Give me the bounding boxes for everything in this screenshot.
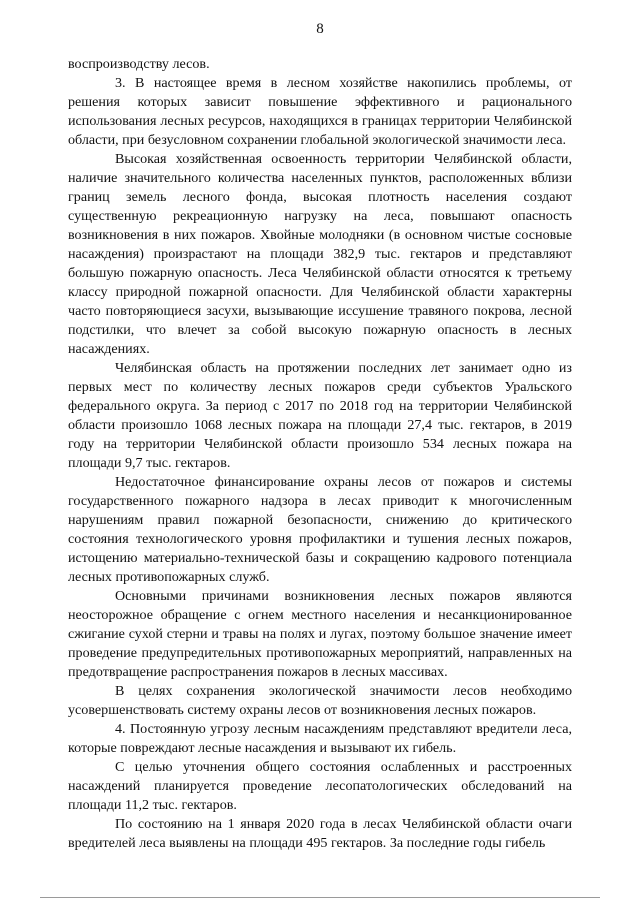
paragraph-fire-causes: Основными причинами возникновения лесных пожаров являются неосторожное обращение с огнем местного населения и несанкционированное сжигание сухой стерни и травы на полях и лугах, поэтому большое значение имеет проведение предупредительных противопожарных мероприятий, направленных на предотвращение распространения пожаров в лесных массивах.	[68, 588, 572, 680]
paragraph-improvement: В целях сохранения экологической значимости лесов необходимо усовершенствовать систему охраны лесов от возникновения лесных пожаров.	[68, 683, 572, 718]
scan-edge-line	[40, 897, 600, 898]
paragraph-problems: 3. В настоящее время в лесном хозяйстве накопились проблемы, от решения которых зависит повышение эффективного и рационального использования лесных ресурсов, находящихся в границах территории Челябинской области, при безусловном сохранении глобальной экологической значимости леса.	[68, 75, 572, 148]
body-text	[68, 55, 572, 853]
paragraph-fire-statistics: Челябинская область на протяжении последних лет занимает одно из первых мест по количеству лесных пожаров среди субъектов Уральского федерального округа. За период с 2017 по 2018 год на территории Челябинской области произошло 1068 лесных пожара на площади 27,4 тыс. гектаров, в 2019 году на территории Челябинской области произошло 534 лесных пожара на площади 9,7 тыс. гектаров.	[68, 360, 572, 471]
paragraph-fire-hazard: Высокая хозяйственная освоенность территории Челябинской области, наличие значительного количества населенных пунктов, расположенных вблизи границ земель лесного фонда, высокая плотность населения создают существенную рекреационную нагрузку на леса, повышают опасность возникновения в них пожаров. Хвойные молодняки (в основном чистые сосновые насаждения) произрастают на площади 382,9 тыс. гектаров и представляют большую пожарную опасность. Леса Челябинской области относятся к третьему классу природной пожарной опасности. Для Челябинской области характерны часто повторяющиеся засухи, вызывающие иссушение травяного покрова, лесной подстилки, что влечет за собой высокую пожарную опасность в лесных насаждениях.	[68, 151, 572, 357]
paragraph-pests: 4. Постоянную угрозу лесным насаждениям представляют вредители леса, которые повреждают лесные насаждения и вызывают их гибель.	[68, 721, 572, 756]
paragraph-surveys: С целью уточнения общего состояния ослабленных и расстроенных насаждений планируется проведение лесопатологических обследований на площади 11,2 тыс. гектаров.	[68, 759, 572, 813]
paragraph-continuation: воспроизводству лесов.	[68, 56, 210, 72]
paragraph-financing: Недостаточное финансирование охраны лесов от пожаров и системы государственного пожарного надзора в лесах приводит к многочисленным нарушениям правил пожарной безопасности, снижению до критического состояния технологического уровня профилактики и тушения лесных пожаров, истощению материально-технической базы и сокращению кадрового потенциала лесных противопожарных служб.	[68, 474, 572, 585]
paragraph-pest-status: По состоянию на 1 января 2020 года в лесах Челябинской области очаги вредителей леса выявлены на площади 495 гектаров. За последние годы гибель	[68, 816, 572, 851]
page-number: 8	[316, 21, 324, 37]
